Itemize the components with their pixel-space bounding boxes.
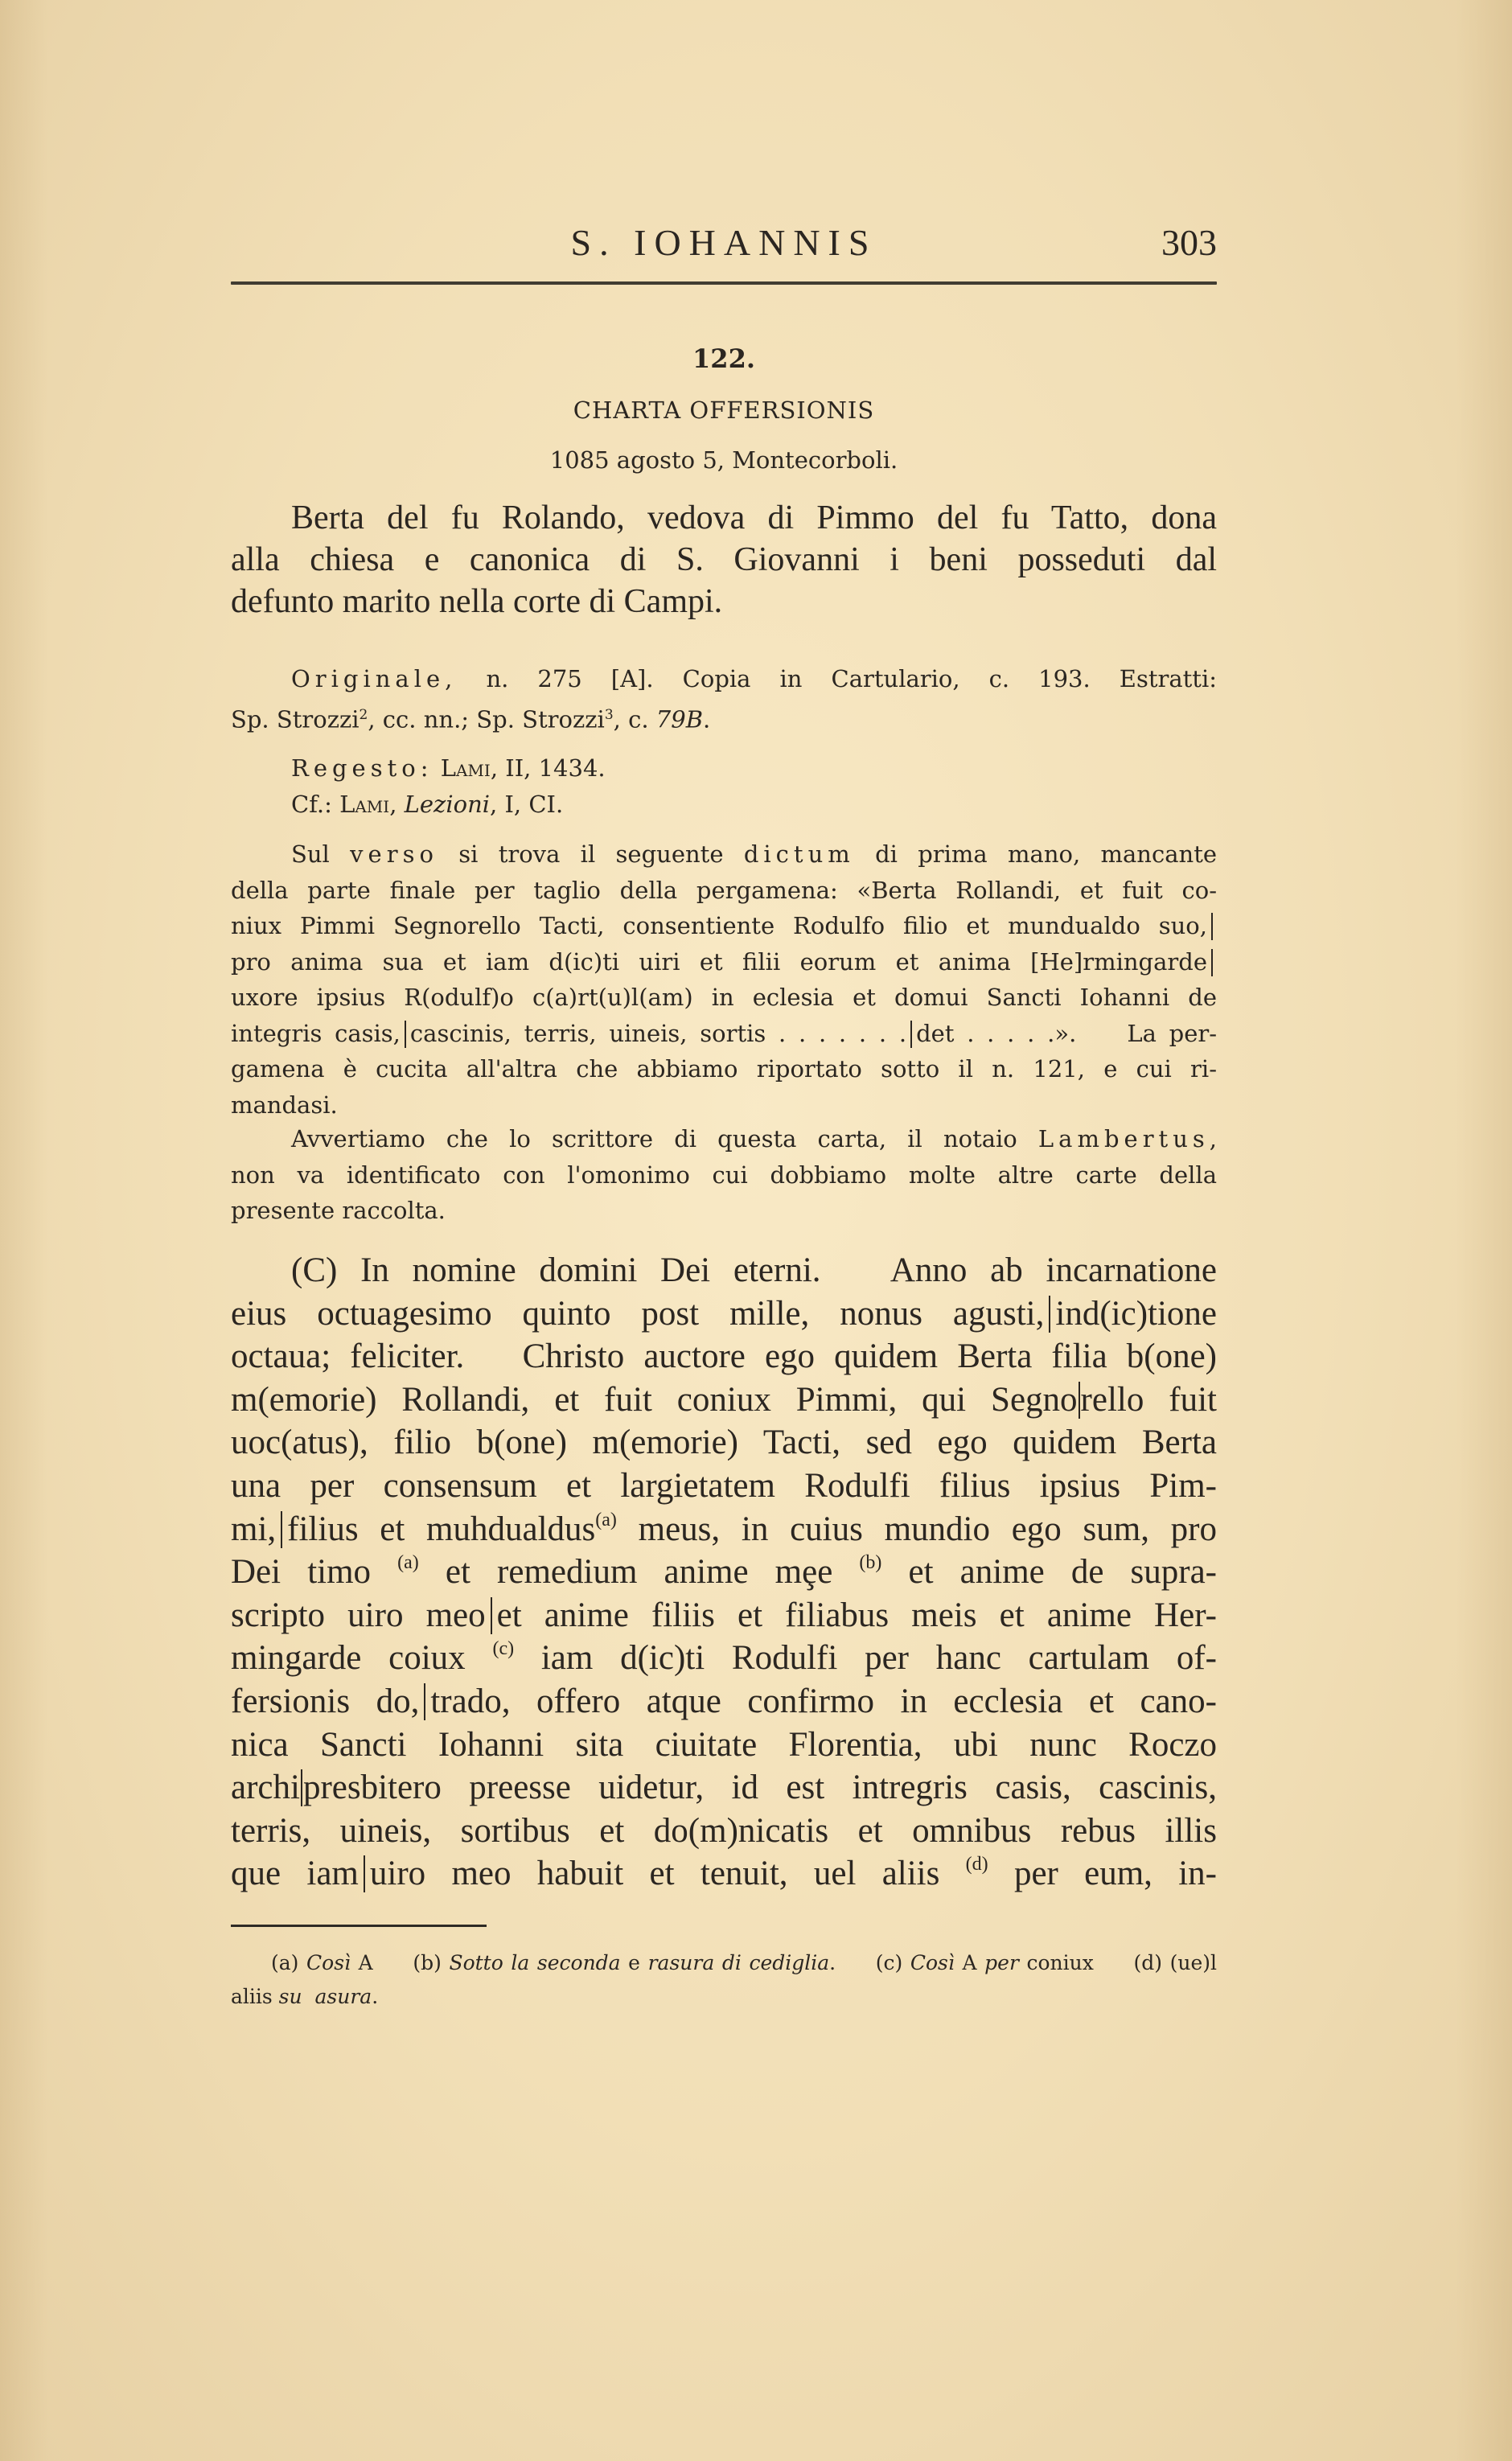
label-regesto: Regesto: bbox=[291, 754, 433, 782]
text: mi, bbox=[231, 1510, 277, 1548]
charter-text bbox=[231, 1249, 1217, 1896]
footnote-text: rasura di cediglia bbox=[647, 1951, 830, 1974]
footnote-mark: (b) bbox=[413, 1951, 442, 1974]
text: rello fuit bbox=[1080, 1380, 1217, 1419]
line-break-mark bbox=[301, 1769, 302, 1806]
text: cascinis, terris, uineis, sortis . . . . . . . bbox=[409, 1019, 907, 1047]
emphasis-lambertus: Lambertus bbox=[1037, 1125, 1210, 1152]
superscript: 3 bbox=[604, 706, 614, 723]
verso-line: uxore ipsius R(odulf)o c(a)rt(u)l(am) in eclesia et domui Sancti Iohanni de bbox=[231, 984, 1217, 1011]
text: et anime filiis et filiabus meis et anime Her- bbox=[496, 1596, 1217, 1634]
verso-line: della parte finale per taglio della pergamena: «Berta Rollandi, et fuit co- bbox=[231, 876, 1217, 904]
text: pro anima sua et iam d(ic)ti uiri et filii eorum et anima [He]rmingarde bbox=[231, 947, 1207, 976]
page-number: 303 bbox=[1161, 222, 1217, 263]
footnote-text: Così bbox=[306, 1951, 351, 1974]
charter-line bbox=[231, 1292, 1217, 1336]
summary-line: defunto marito nella corte di Campi. bbox=[231, 583, 723, 620]
footnote-text: aliis bbox=[231, 1985, 279, 2008]
running-header bbox=[231, 219, 1217, 267]
footnote-text: per bbox=[984, 1951, 1019, 1974]
charter-line: nica Sancti Iohanni sita ciuitate Florentia, ubi nunc Roczo bbox=[231, 1725, 1217, 1764]
footnotes bbox=[231, 1946, 1217, 2014]
line-break-mark bbox=[424, 1683, 425, 1720]
header-rule bbox=[231, 281, 1217, 285]
avvertenza-line bbox=[231, 1121, 1217, 1157]
avvertenza-line: presente raccolta. bbox=[231, 1197, 446, 1224]
regesto bbox=[231, 750, 1217, 787]
superscript: 2 bbox=[359, 706, 368, 723]
cf-ref: , I, CI. bbox=[490, 791, 564, 818]
label-estratti: Estratti: bbox=[1119, 665, 1218, 692]
line-break-mark bbox=[1049, 1296, 1050, 1333]
verso-line bbox=[231, 908, 1217, 944]
text: et anime de supra- bbox=[881, 1553, 1218, 1592]
text: ind(ic)tione bbox=[1055, 1294, 1217, 1333]
charter-line bbox=[231, 1852, 1217, 1896]
text: que iam bbox=[231, 1855, 359, 1893]
text: si trova il seguente bbox=[438, 840, 744, 868]
charter-line bbox=[231, 1335, 1217, 1378]
footnote-text: A bbox=[954, 1951, 985, 1974]
footnote-mark: (d) bbox=[1133, 1951, 1162, 1974]
verso-line: gamena è cucita all'altra che abbiamo riportato sotto il n. 121, e cui ri- bbox=[231, 1055, 1217, 1083]
text: mingarde coiux bbox=[231, 1639, 493, 1678]
text: det . . . . .». bbox=[916, 1019, 1077, 1047]
footnote-line bbox=[231, 1980, 1217, 2014]
footnote-ref-c[interactable]: (c) bbox=[492, 1638, 515, 1660]
text: et remedium anime mȩe bbox=[418, 1553, 860, 1592]
charter-line: terris, uineis, sortibus et do(m)nicatis et omnibus rebus illis bbox=[231, 1811, 1217, 1850]
verso-note bbox=[231, 836, 1217, 1123]
regesto-author: Lami bbox=[440, 754, 491, 782]
text: Christo auctore ego quidem Berta filia b(one) bbox=[522, 1337, 1217, 1376]
charter-line bbox=[231, 1637, 1217, 1680]
verso-line bbox=[231, 944, 1217, 980]
punctuation: . bbox=[372, 1985, 379, 2008]
charter-line: una per consensum et largietatem Rodulfi filius ipsius Pim- bbox=[231, 1466, 1217, 1505]
text: Sul bbox=[291, 840, 351, 868]
footnote-line bbox=[231, 1946, 1217, 1980]
punctuation: , bbox=[1209, 1125, 1217, 1152]
text: La per- bbox=[1127, 1019, 1218, 1047]
text: Avvertiamo che lo scrittore di questa carta, il notaio bbox=[291, 1125, 1038, 1152]
line-break-mark bbox=[1079, 1382, 1080, 1419]
text: presbitero preesse uidetur, id est intregris casis, cascinis, bbox=[302, 1769, 1217, 1807]
footnote-rule bbox=[231, 1925, 487, 1927]
estratti-text: , c. bbox=[613, 705, 656, 733]
text: uiro meo habuit et tenuit, uel aliis bbox=[369, 1855, 966, 1893]
line-break-mark bbox=[364, 1855, 365, 1892]
emphasis-verso: verso bbox=[350, 840, 438, 868]
text: filius et muhdualdus bbox=[287, 1510, 596, 1548]
cf-work: Lezioni bbox=[404, 791, 491, 818]
footnote-b bbox=[413, 1951, 836, 1974]
summary bbox=[231, 497, 1217, 622]
document-number: 122. bbox=[692, 343, 755, 374]
line-break-mark bbox=[491, 1597, 492, 1634]
text: (C) In nomine domini Dei eterni. bbox=[291, 1251, 821, 1289]
regesto-ref: , II, 1434. bbox=[490, 754, 606, 782]
charter-line bbox=[231, 1551, 1217, 1594]
line-break-mark bbox=[1211, 913, 1213, 940]
originale-ref: n. 275 [A]. bbox=[486, 665, 654, 692]
footnote-c bbox=[876, 1951, 1094, 1974]
text: niux Pimmi Segnorello Tacti, consentiente Rodulfo filio et mundualdo suo, bbox=[231, 912, 1207, 939]
avvertenza-line: non va identificato con l'omonimo cui dobbiamo molte altre carte della bbox=[231, 1161, 1217, 1189]
verso-line bbox=[231, 1016, 1217, 1052]
punctuation: , bbox=[389, 791, 405, 818]
text: archi bbox=[231, 1769, 300, 1807]
charter-line bbox=[231, 1508, 1217, 1551]
copia-ref: Copia in Cartulario, c. 193. bbox=[682, 665, 1091, 692]
emphasis-dictum: dictum bbox=[743, 840, 855, 868]
text: eius octuagesimo quinto post mille, nonus agusti, bbox=[231, 1294, 1045, 1333]
summary-line: Berta del fu Rolando, vedova di Pimmo del fu Tatto, dona bbox=[291, 499, 1217, 536]
footnote-ref-b[interactable]: (b) bbox=[859, 1552, 882, 1574]
line-break-mark bbox=[405, 1021, 406, 1048]
footnote-text: e bbox=[620, 1951, 648, 1974]
label-cf: Cf.: bbox=[291, 791, 340, 818]
footnote-text: (ue)l bbox=[1169, 1951, 1217, 1974]
footnote-text: A bbox=[351, 1951, 373, 1974]
footnote-ref-a[interactable]: (a) bbox=[397, 1552, 419, 1574]
text: per eum, in- bbox=[988, 1855, 1217, 1893]
text: di prima mano, mancante bbox=[854, 840, 1218, 868]
text: m(emorie) Rollandi, et fuit coniux Pimmi, qui Segno bbox=[231, 1380, 1078, 1419]
verso-line bbox=[231, 836, 1217, 873]
text: meus, in cuius mundio ego sum, pro bbox=[616, 1510, 1217, 1548]
text: trado, offero atque confirmo in ecclesia et cano- bbox=[430, 1682, 1217, 1720]
footnote-text: asura bbox=[314, 1985, 372, 2008]
charter-line bbox=[231, 1249, 1217, 1292]
charter-line: uoc(atus), filio b(one) m(emorie) Tacti, sed ego quidem Berta bbox=[231, 1424, 1217, 1462]
summary-line: alla chiesa e canonica di S. Giovanni i beni posseduti dal bbox=[231, 541, 1217, 578]
line-break-mark bbox=[281, 1511, 282, 1548]
charter-line bbox=[231, 1378, 1217, 1422]
text: iam d(ic)ti Rodulfi per hanc cartulam of- bbox=[514, 1639, 1217, 1678]
document-date-place: 1085 agosto 5, Montecorboli. bbox=[549, 446, 898, 474]
footnote-mark: (c) bbox=[875, 1951, 903, 1974]
estratti-text: Sp. Strozzi bbox=[231, 705, 360, 733]
footnote-a bbox=[271, 1951, 373, 1974]
line-break-mark bbox=[910, 1021, 912, 1048]
text: Anno ab incarnatione bbox=[890, 1251, 1218, 1289]
estratti-ref: 79B bbox=[655, 705, 704, 733]
running-title: S. IOHANNIS bbox=[570, 222, 877, 263]
estratti-line bbox=[231, 697, 1217, 737]
document-title: CHARTA OFFERSIONIS bbox=[573, 396, 875, 424]
charter-line bbox=[231, 1766, 1217, 1810]
footnote-text: Così bbox=[910, 1951, 955, 1974]
line-break-mark bbox=[1211, 949, 1213, 976]
footnote-ref-d[interactable]: (d) bbox=[965, 1854, 988, 1876]
text: octaua; feliciter. bbox=[231, 1337, 465, 1376]
text: Dei timo bbox=[231, 1553, 398, 1592]
tradition-note bbox=[231, 661, 1217, 737]
footnote-text: Sotto la seconda bbox=[449, 1951, 621, 1974]
cf-reference bbox=[231, 787, 1217, 823]
label-originale: Originale, bbox=[291, 665, 458, 692]
footnote-text: coniux bbox=[1018, 1951, 1094, 1974]
charter-line bbox=[231, 1594, 1217, 1637]
avvertenza-note bbox=[231, 1121, 1217, 1229]
text: scripto uiro meo bbox=[231, 1596, 486, 1634]
cf-author: Lami bbox=[339, 791, 390, 818]
tradition-line bbox=[231, 661, 1217, 697]
punctuation: . bbox=[703, 705, 711, 733]
verso-line: mandasi. bbox=[231, 1091, 338, 1119]
footnote-text: su bbox=[278, 1985, 302, 2008]
estratti-text: , cc. nn.; Sp. Strozzi bbox=[368, 705, 605, 733]
footnote-mark: (a) bbox=[271, 1951, 299, 1974]
punctuation: . bbox=[829, 1951, 836, 1974]
text: fersionis do, bbox=[231, 1682, 420, 1720]
footnote-ref-a[interactable]: (a) bbox=[595, 1509, 617, 1530]
text: integris casis, bbox=[231, 1019, 401, 1047]
footnote-d bbox=[1133, 1951, 1217, 1974]
charter-line bbox=[231, 1680, 1217, 1724]
